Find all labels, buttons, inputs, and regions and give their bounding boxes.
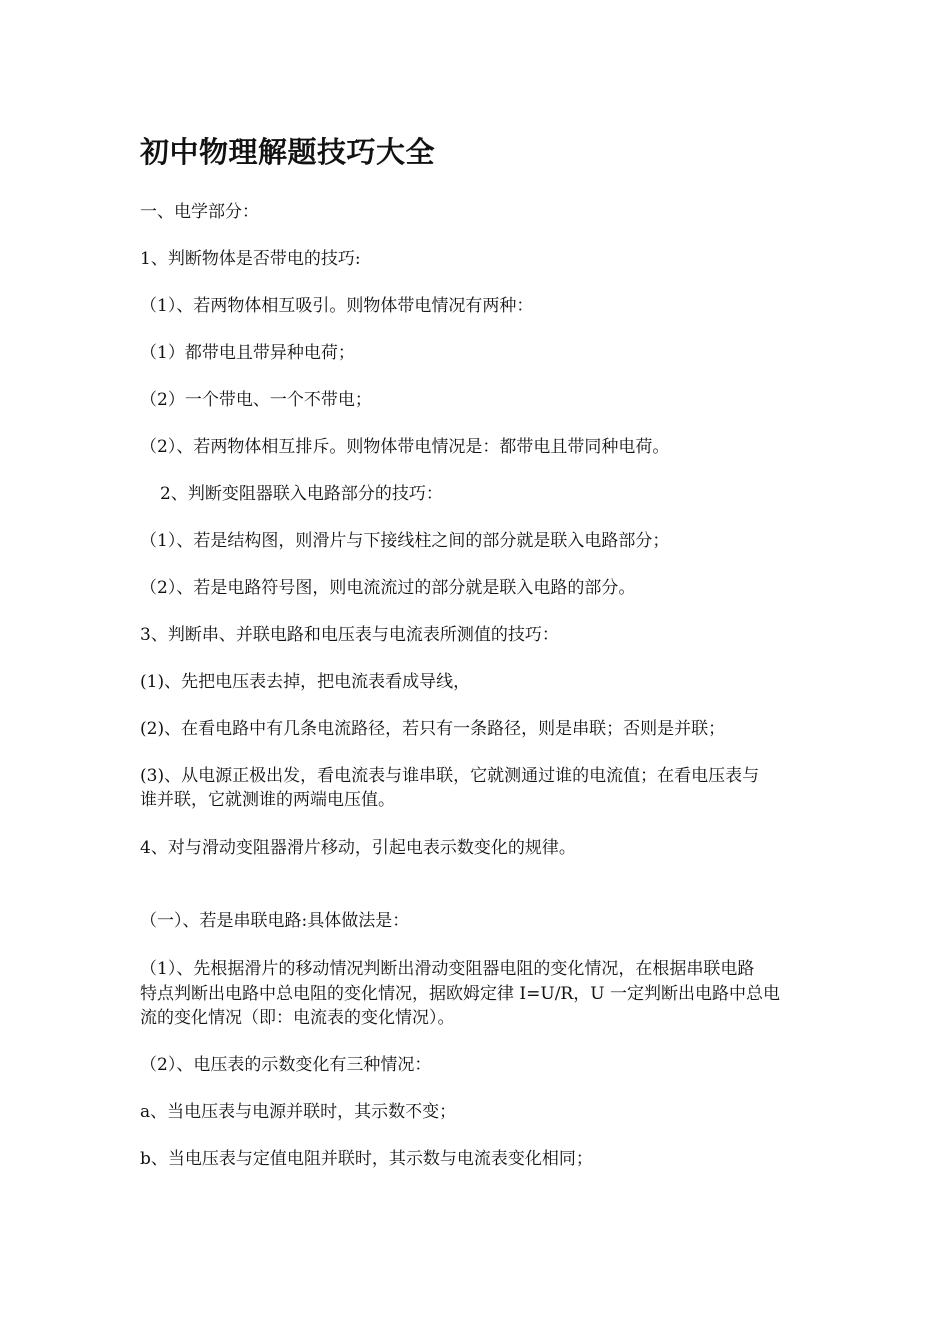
topic-heading-charge: 1、判断物体是否带电的技巧: (140, 249, 361, 269)
topic-heading-rheostat: 2、判断变阻器联入电路部分的技巧： (160, 484, 443, 504)
paragraph-line: (1)、先把电压表去掉，把电流表看成导线， (140, 672, 471, 692)
paragraph-line: (3)、从电源正极出发，看电流表与谁串联，它就测通过谁的电流值；在看电压表与 (140, 766, 760, 786)
paragraph-line: 特点判断出电路中总电阻的变化情况，据欧姆定律 I=U/R，U 一定判断出电路中总电 (140, 984, 780, 1004)
paragraph-line: （1）、若是结构图，则滑片与下接线柱之间的部分就是联入电路部分； (140, 531, 670, 551)
subtopic-heading-series: （一）、若是串联电路:具体做法是： (140, 911, 410, 931)
paragraph-line: （1）都带电且带异种电荷； (140, 343, 355, 363)
paragraph-line: a、当电压表与电源并联时，其示数不变； (140, 1102, 457, 1122)
paragraph-line: （1）、先根据滑片的移动情况判断出滑动变阻器电阻的变化情况，在根据串联电路 (140, 959, 755, 979)
section-heading-electricity: 一、电学部分： (140, 202, 259, 222)
paragraph-line: （2）、电压表的示数变化有三种情况： (140, 1055, 432, 1075)
paragraph-line: (2)、在看电路中有几条电流路径，若只有一条路径，则是串联；否则是并联； (140, 719, 726, 739)
paragraph-line: （2）、若是电路符号图，则电流流过的部分就是联入电路的部分。 (140, 578, 636, 598)
paragraph-line: b、当电压表与定值电阻并联时，其示数与电流表变化相同； (140, 1149, 593, 1169)
topic-heading-circuit-meters: 3、判断串、并联电路和电压表与电流表所测值的技巧： (140, 625, 559, 645)
paragraph-line: 流的变化情况（即：电流表的变化情况）。 (140, 1008, 455, 1028)
paragraph-line: （2）一个带电、一个不带电； (140, 390, 372, 410)
document-title: 初中物理解题技巧大全 (140, 135, 436, 169)
paragraph-line: （2）、若两物体相互排斥。则物体带电情况是：都带电且带同种电荷。 (140, 437, 670, 457)
paragraph-line: （1）、若两物体相互吸引。则物体带电情况有两种： (140, 296, 534, 316)
topic-heading-slider-rule: 4、对与滑动变阻器滑片移动，引起电表示数变化的规律。 (140, 838, 576, 858)
paragraph-line: 谁并联，它就测谁的两端电压值。 (140, 790, 395, 810)
